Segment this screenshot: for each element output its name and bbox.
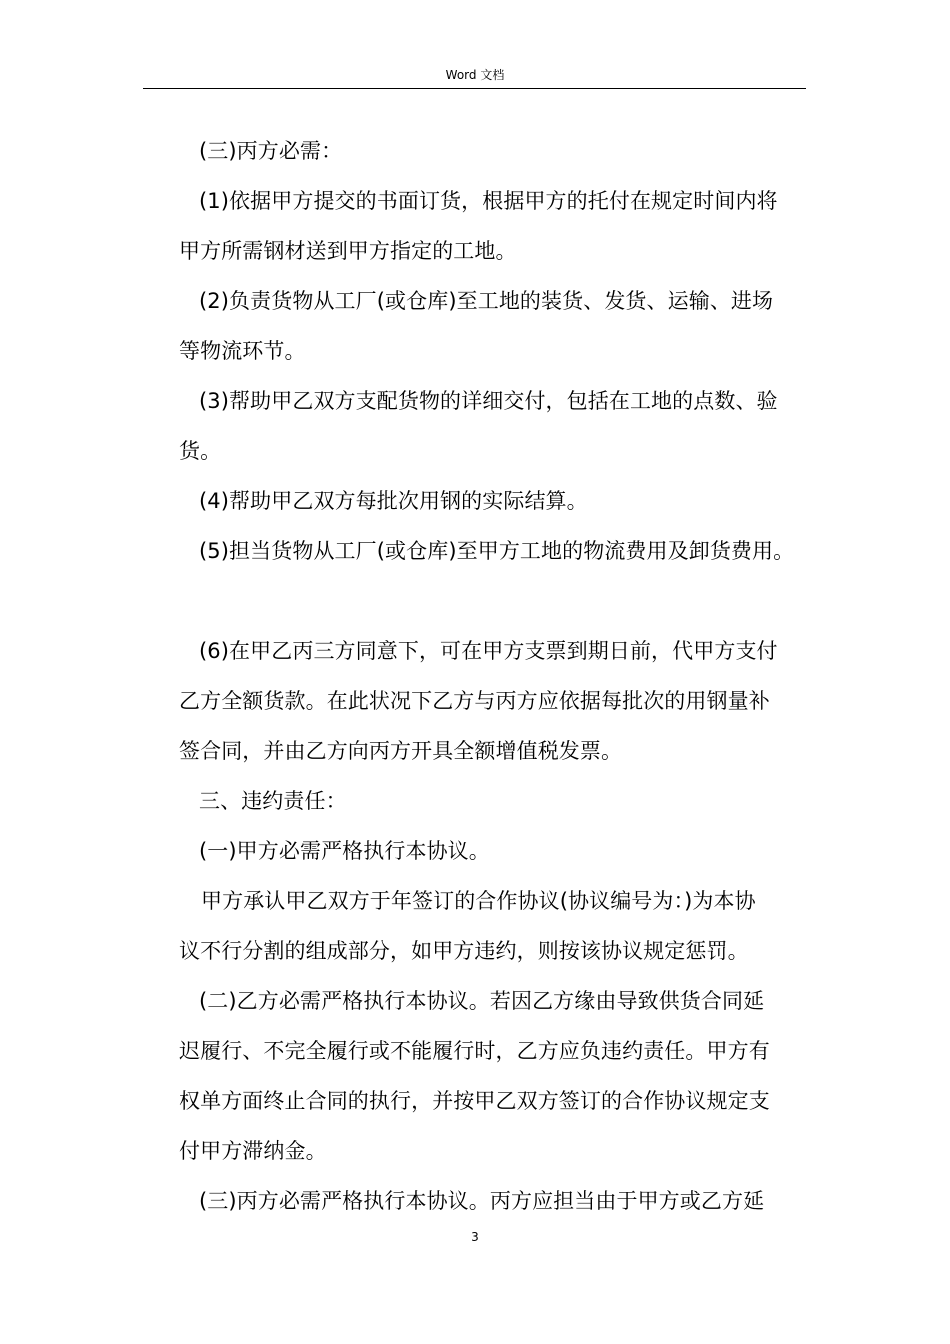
paragraph-line: (三)丙方必需严格执行本协议。丙方应担当由于甲方或乙方延: [199, 1189, 765, 1213]
paragraph-line: 迟履行、不完全履行或不能履行时，乙方应负违约责任。甲方有: [179, 1039, 770, 1063]
page-header-title: Word 文档: [445, 68, 505, 82]
paragraph-line: (4)帮助甲乙双方每批次用钢的实际结算。: [199, 489, 588, 513]
paragraph-line: (5)担当货物从工厂(或仓库)至甲方工地的物流费用及卸货费用。: [199, 539, 795, 563]
paragraph-line: 货。: [179, 439, 222, 463]
paragraph-line: (三)丙方必需：: [199, 139, 343, 163]
paragraph-line: 甲方所需钢材送到甲方指定的工地。: [179, 239, 517, 263]
paragraph-line: 甲方承认甲乙双方于年签订的合作协议(协议编号为：)为本协: [201, 889, 756, 913]
document-body: [179, 126, 809, 1226]
paragraph-line: (1)依据甲方提交的书面订货，根据甲方的托付在规定时间内将: [199, 189, 778, 213]
paragraph-line: 议不行分割的组成部分，如甲方违约，则按该协议规定惩罚。: [179, 939, 749, 963]
paragraph-line: (2)负责货物从工厂(或仓库)至工地的装货、发货、运输、进场: [199, 289, 774, 313]
paragraph-line: (一)甲方必需严格执行本协议。: [199, 839, 490, 863]
paragraph-line: 签合同，并由乙方向丙方开具全额增值税发票。: [179, 739, 623, 763]
paragraph-line: 付甲方滞纳金。: [179, 1139, 327, 1163]
header-divider: [143, 88, 806, 89]
paragraph-line: (6)在甲乙丙三方同意下，可在甲方支票到期日前，代甲方支付: [199, 639, 778, 663]
paragraph-line: 权单方面终止合同的执行，并按甲乙双方签订的合作协议规定支: [179, 1089, 770, 1113]
paragraph-line: 乙方全额货款。在此状况下乙方与丙方应依据每批次的用钢量补: [179, 689, 770, 713]
page-number: 3: [471, 1230, 479, 1244]
section-heading: 三、违约责任：: [199, 789, 347, 813]
paragraph-line: (二)乙方必需严格执行本协议。若因乙方缘由导致供货合同延: [199, 989, 765, 1013]
blank-line: [179, 576, 809, 626]
paragraph-line: (3)帮助甲乙双方支配货物的详细交付，包括在工地的点数、验: [199, 389, 778, 413]
paragraph-line: 等物流环节。: [179, 339, 306, 363]
